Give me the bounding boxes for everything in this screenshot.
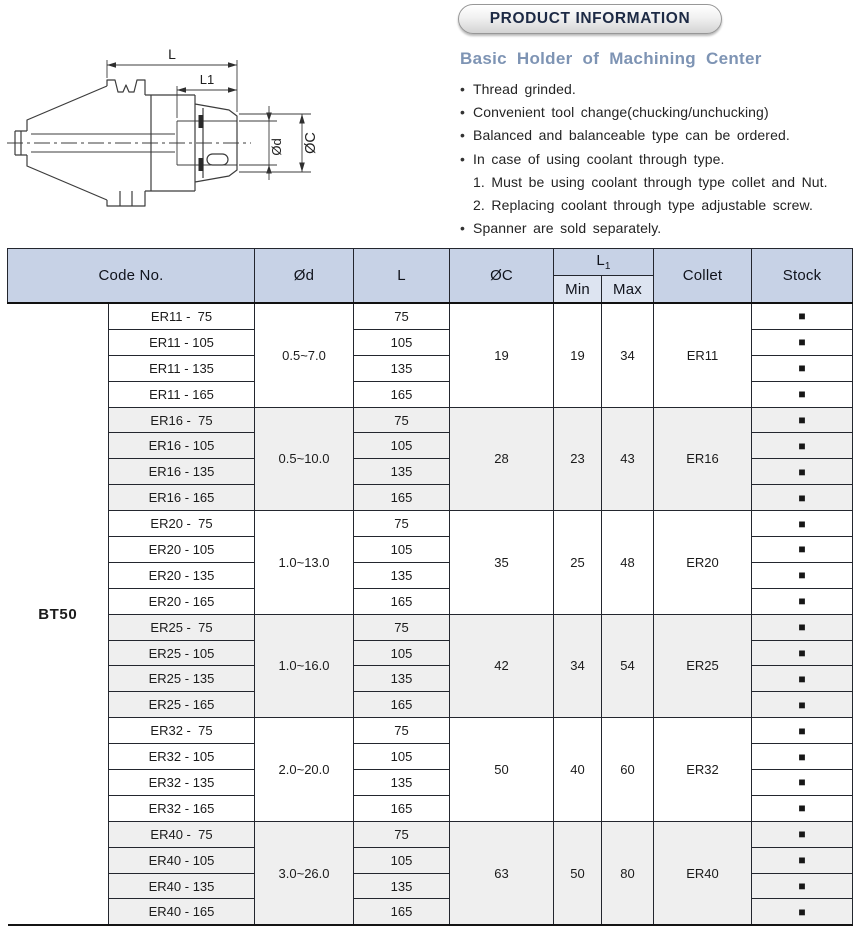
stock-cell: ■ [752,381,853,407]
code-cell: ER16 - 75 [109,407,255,433]
code-cell: ER25 - 75 [109,614,255,640]
bullet-marker: • [460,104,466,121]
code-cell: ER32 - 135 [109,770,255,796]
l1-max-cell: 54 [602,614,654,718]
length-cell: 75 [354,303,450,329]
stock-cell: ■ [752,899,853,925]
l1-max-cell: 34 [602,303,654,407]
code-cell: ER25 - 135 [109,666,255,692]
length-cell: 165 [354,588,450,614]
l1-min-cell: 40 [554,718,602,822]
wrench-slot [207,154,228,165]
table-row [8,511,853,537]
collet-cell: ER11 [654,303,752,407]
code-cell: ER40 - 135 [109,873,255,899]
feature-text: Spanner are sold separately. [473,220,662,237]
collet-seat-upper [199,115,204,128]
stock-cell: ■ [752,692,853,718]
stock-cell: ■ [752,588,853,614]
stock-cell: ■ [752,355,853,381]
l1-min-cell: 23 [554,407,602,511]
length-cell: 75 [354,821,450,847]
code-cell: ER32 - 75 [109,718,255,744]
dim-label-oc: ØC [303,132,319,154]
bullet-marker: • [460,127,466,144]
stock-cell: ■ [752,329,853,355]
stock-cell: ■ [752,847,853,873]
bullet-marker: • [460,220,466,237]
stock-cell: ■ [752,562,853,588]
feature-text: Convenient tool change(chucking/unchucking) [473,104,769,121]
code-cell: ER40 - 105 [109,847,255,873]
table-row [8,407,853,433]
stock-cell: ■ [752,640,853,666]
feature-item [460,78,856,101]
code-cell: ER40 - 75 [109,821,255,847]
header-oc: ØC [450,249,554,304]
l1-min-cell: 25 [554,511,602,615]
bullet-marker: • [460,81,466,97]
code-cell: ER20 - 105 [109,537,255,563]
stock-cell: ■ [752,666,853,692]
l1-min-cell: 34 [554,614,602,718]
length-cell: 135 [354,666,450,692]
code-cell: ER32 - 165 [109,795,255,821]
oc-cell: 42 [450,614,554,718]
code-cell: ER11 - 75 [109,303,255,329]
code-cell: ER16 - 165 [109,485,255,511]
length-cell: 135 [354,770,450,796]
code-cell: ER16 - 135 [109,459,255,485]
oc-cell: 63 [450,821,554,925]
length-cell: 75 [354,718,450,744]
feature-list [460,78,856,240]
code-cell: ER16 - 105 [109,433,255,459]
collet-cell: ER40 [654,821,752,925]
l1-min-cell: 19 [554,303,602,407]
length-cell: 135 [354,459,450,485]
dim-l1-arrow-left [177,87,186,92]
l1-min-cell: 50 [554,821,602,925]
oc-cell: 19 [450,303,554,407]
oc-cell: 35 [450,511,554,615]
feature-text: Balanced and balanceable type can be ordered. [473,127,790,144]
dim-oc-arrow-top [299,114,305,124]
d-range-cell: 1.0~16.0 [255,614,354,718]
oc-cell: 50 [450,718,554,822]
l1-max-cell: 60 [602,718,654,822]
length-cell: 105 [354,537,450,563]
l1-max-cell: 80 [602,821,654,925]
code-cell: ER25 - 105 [109,640,255,666]
length-cell: 105 [354,640,450,666]
code-cell: ER20 - 165 [109,588,255,614]
length-cell: 135 [354,355,450,381]
code-cell: ER11 - 105 [109,329,255,355]
dim-l-arrow-left [107,62,116,67]
header-od: Ød [255,249,354,304]
length-cell: 165 [354,485,450,511]
header-l1-min: Min [554,276,602,304]
length-cell: 105 [354,329,450,355]
length-cell: 135 [354,873,450,899]
stock-cell: ■ [752,744,853,770]
code-cell: ER40 - 165 [109,899,255,925]
bullet-marker: • [460,150,466,167]
header-stock: Stock [752,249,853,304]
length-cell: 105 [354,744,450,770]
code-cell: ER25 - 165 [109,692,255,718]
spec-table [7,248,853,926]
collet-cell: ER32 [654,718,752,822]
length-cell: 165 [354,899,450,925]
code-cell: ER32 - 105 [109,744,255,770]
stock-cell: ■ [752,511,853,537]
header-l1-max: Max [602,276,654,304]
length-cell: 105 [354,433,450,459]
stock-cell: ■ [752,795,853,821]
feature-text: 2. Replacing coolant through type adjustable screw. [473,197,813,214]
stock-cell: ■ [752,770,853,796]
badge-label: PRODUCT INFORMATION [489,10,691,27]
code-cell: ER20 - 75 [109,511,255,537]
feature-item [460,124,856,147]
stock-cell: ■ [752,459,853,485]
stock-cell: ■ [752,303,853,329]
stock-cell: ■ [752,407,853,433]
feature-sub-item [460,171,856,194]
stock-cell: ■ [752,614,853,640]
d-range-cell: 2.0~20.0 [255,718,354,822]
collet-cell: ER20 [654,511,752,615]
stock-cell: ■ [752,821,853,847]
table-row [8,303,853,329]
length-cell: 75 [354,407,450,433]
product-information-badge [458,4,722,34]
d-range-cell: 0.5~7.0 [255,303,354,407]
code-cell: ER11 - 135 [109,355,255,381]
header-l1: $L_1$ [554,249,654,276]
dim-label-od: Ød [269,138,284,156]
stock-cell: ■ [752,873,853,899]
dim-label-l1: L1 [199,72,215,87]
table-row [8,821,853,847]
code-cell: ER20 - 135 [109,562,255,588]
table-row [8,718,853,744]
feature-text: 1. Must be using coolant through type collet and Nut. [473,173,828,190]
length-cell: 105 [354,847,450,873]
d-range-cell: 1.0~13.0 [255,511,354,615]
length-cell: 75 [354,614,450,640]
length-cell: 165 [354,795,450,821]
d-range-cell: 3.0~26.0 [255,821,354,925]
product-info-panel [458,4,856,240]
header-code-no: Code No. [8,249,255,304]
feature-text: Thread grinded. [473,81,576,97]
stock-cell: ■ [752,485,853,511]
header-collet: Collet [654,249,752,304]
feature-text: In case of using coolant through type. [473,150,725,167]
l1-max-cell: 43 [602,407,654,511]
feature-item [460,101,856,124]
product-title: Basic Holder of Machining Center [460,49,762,68]
header-l: L [354,249,450,304]
length-cell: 75 [354,511,450,537]
shank-cell: BT50 [8,303,109,925]
stock-cell: ■ [752,537,853,563]
collet-seat-lower [199,158,204,171]
feature-item [460,148,856,171]
length-cell: 165 [354,692,450,718]
dim-l-arrow-right [228,62,237,67]
dim-oc-arrow-bottom [299,163,305,173]
collet-cell: ER16 [654,407,752,511]
dim-l1-arrow-right [228,87,237,92]
feature-item [460,217,856,240]
stock-cell: ■ [752,433,853,459]
collet-cell: ER25 [654,614,752,718]
table-row [8,614,853,640]
feature-sub-item [460,194,856,217]
l1-max-cell: 48 [602,511,654,615]
code-cell: ER11 - 165 [109,381,255,407]
length-cell: 135 [354,562,450,588]
dim-label-l: L [168,46,176,62]
technical-drawing [5,28,345,243]
length-cell: 165 [354,381,450,407]
oc-cell: 28 [450,407,554,511]
d-range-cell: 0.5~10.0 [255,407,354,511]
stock-cell: ■ [752,718,853,744]
